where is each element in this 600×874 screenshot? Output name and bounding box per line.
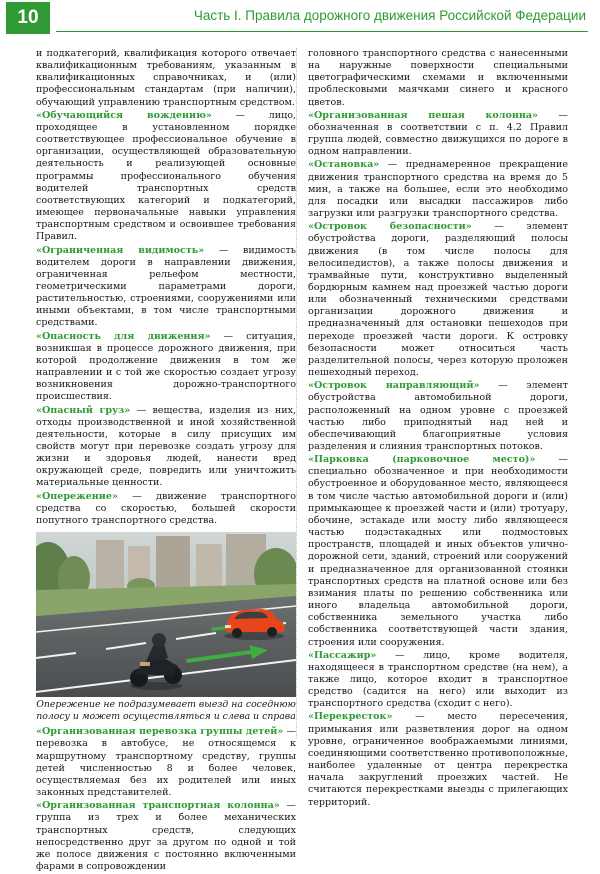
- definition-paragraph: [36, 331, 296, 404]
- definition-paragraph: [308, 380, 568, 453]
- definition-term: «Организованная пешая колонна»: [308, 109, 539, 121]
- definition-paragraph: [308, 650, 568, 711]
- definition-paragraph: [36, 491, 296, 527]
- definition-paragraph: [308, 159, 568, 220]
- definition-paragraph: [308, 711, 568, 808]
- definition-text: — видимость водителем дороги в направлении движения, ограниченная рельефом местности, геометрическими параметрами дороги, растительностью, строениями, сооружениями или иными объектами, в том числе транспортными средствами.: [36, 244, 296, 329]
- definition-term: «Ограниченная видимость»: [36, 244, 205, 256]
- page-header: [0, 0, 600, 38]
- definition-text: — преднамеренное прекращение движения транспортного средства на время до 5 мин, а также на большее, если это необходимо для посадки или высадки пассажиров либо загрузки или разгрузки транспортного средства.: [308, 159, 568, 220]
- figure-caption: Опережение не подразумевает выезд на соседнюю полосу и может осуществляться и слева и справа: [36, 699, 296, 722]
- definition-text: — обозначенная в соответствии с п. 4.2 Правил группа людей, совместно движущихся по дороге в одном направлении.: [308, 109, 568, 158]
- definition-text: — движение транспортного средства со скоростью, большей скорости попутного транспортного средства.: [36, 490, 296, 526]
- definition-text: — специально обозначенное и при необходимости обустроенное и оборудованное место, являющееся в том числе частью автомобильной дороги и (или) примыкающее к проезжей части и (или) тротуару, обочине, эстакаде или мосту либо являющееся частью подэстакадных или подмостовых пространств, площадей и иных объектов улично-дорожной сети, зданий, строений или сооружений и предназначенное для организованной стоянки транспортных средств на платной основе или без взимания платы по решению собственника или иного владельца автомобильной дороги, собственника земельного участка либо собственника соответствующей части здания, строения или сооружения.: [308, 454, 568, 648]
- definition-paragraph: [308, 48, 568, 109]
- definition-text: и подкатегорий, квалификация которого отвечает квалификационным требованиям, указанным в квалификационных справочниках, и (или) профессиональным стандартам (при наличии), обучающий управлению транспортным средством.: [36, 48, 296, 108]
- definition-text: — ситуация, возникшая в процессе дорожного движения, при которой продолжение движения в том же направлении и с той же скоростью создает угрозу возникновения дорожно-транспортного происшествия.: [36, 330, 296, 403]
- definition-text: — вещества, изделия из них, отходы производственной и иной хозяйственной деятельности, которые в силу присущих им свойств могут при перевозке создать угрозу для жизни и здоровья людей, нанести вред окружающей среде, повредить или уничтожить материальные ценности.: [36, 404, 296, 489]
- definition-term: «Островок безопасности»: [308, 221, 472, 233]
- page-number: 10: [6, 2, 50, 34]
- overtaking-illustration: [36, 532, 296, 697]
- definition-term: «Опасный груз»: [36, 404, 131, 416]
- column-divider: [296, 48, 297, 738]
- left-column: [36, 48, 296, 874]
- definition-term: «Пассажир»: [308, 649, 377, 661]
- definition-text: — группа из трех и более механических транспортных средств, следующих непосредственно друг за другом по одной и той же полосе движения с постоянно включенными фарами в сопровождении: [36, 800, 296, 872]
- definition-term: «Перекресток»: [308, 711, 393, 723]
- definition-paragraph: [36, 245, 296, 330]
- definition-text: — элемент обустройства автомобильной дороги, расположенный на одном уровне с проезжей частью либо приподнятый над ней и обеспечивающий благоприятные условия разделения и слияния транспортных потоков.: [308, 380, 568, 452]
- definition-term: «Опасность для движения»: [36, 330, 211, 342]
- definition-paragraph: [36, 800, 296, 873]
- background-buildings: [96, 534, 266, 592]
- definition-text: — лицо, проходящее в установленном порядке соответствующее профессиональное обучение в организации, осуществляющей образовательную деятельность и реализующей основные программы профессионального обучения водителей транспортных средств соответствующих категорий и подкатегорий, имеющее первоначальные навыки управления транспортным средством и освоившее требования Правил.: [36, 109, 297, 243]
- definition-text: — перевозка в автобусе, не относящемся к маршрутному транспортному средству, группы детей численностью 8 и более человек, осуществляемая без их родителей или иных законных представителей.: [36, 726, 296, 799]
- definition-text: — лицо, кроме водителя, находящееся в транспортном средстве (на нем), а также лицо, которое входит в транспортное средство (садится на него) или выходит из транспортного средства (сходит с него).: [308, 649, 568, 710]
- definition-paragraph: [36, 405, 296, 490]
- definition-term: «Остановка»: [308, 159, 380, 171]
- definition-text: головного транспортного средства с нанесенными на наружные поверхности специальными цветографическими схемами и включенными проблесковыми маячками синего и красного цветов.: [308, 48, 568, 108]
- definition-paragraph: [308, 110, 568, 159]
- running-title: Часть I. Правила дорожного движения Российской Федерации: [193, 8, 586, 23]
- definition-text: — элемент обустройства дороги, разделяющий полосы движения (в том числе полосы для велосипедистов), а также полосы движения и трамвайные пути, конструктивно выделенный бордюрным камнем над проезжей частью дороги или обозначенный техническими средствами организации дорожного движения и предназначенный для остановки пешеходов при переходе проезжей части дороги. К островку безопасности может относиться часть разделительной полосы, через которую проложен пешеходный переход.: [308, 221, 568, 379]
- definition-term: «Опережение»: [36, 490, 118, 502]
- definition-paragraph: [308, 221, 568, 379]
- definition-term: «Парковка (парковочное место)»: [308, 454, 536, 466]
- definition-paragraph: [36, 110, 296, 244]
- definition-paragraph: [36, 48, 296, 109]
- definition-term: «Островок направляющий»: [308, 380, 480, 392]
- header-rule: [56, 31, 588, 32]
- definition-term: «Организованная транспортная колонна»: [36, 800, 280, 812]
- definition-paragraph: [36, 726, 296, 799]
- definition-text: — место пересечения, примыкания или разветвления дорог на одном уровне, ограниченное воображаемыми линиями, соединяющими соответственно противоположные, наиболее удаленные от центра перекрестка начала закруглений проезжих частей. Не считаются перекрестками выезды с прилегающих территорий.: [308, 711, 568, 808]
- definition-paragraph: [308, 454, 568, 649]
- definition-term: «Обучающийся вождению»: [36, 109, 212, 121]
- right-column: [308, 48, 568, 810]
- definition-term: «Организованная перевозка группы детей»: [36, 726, 284, 738]
